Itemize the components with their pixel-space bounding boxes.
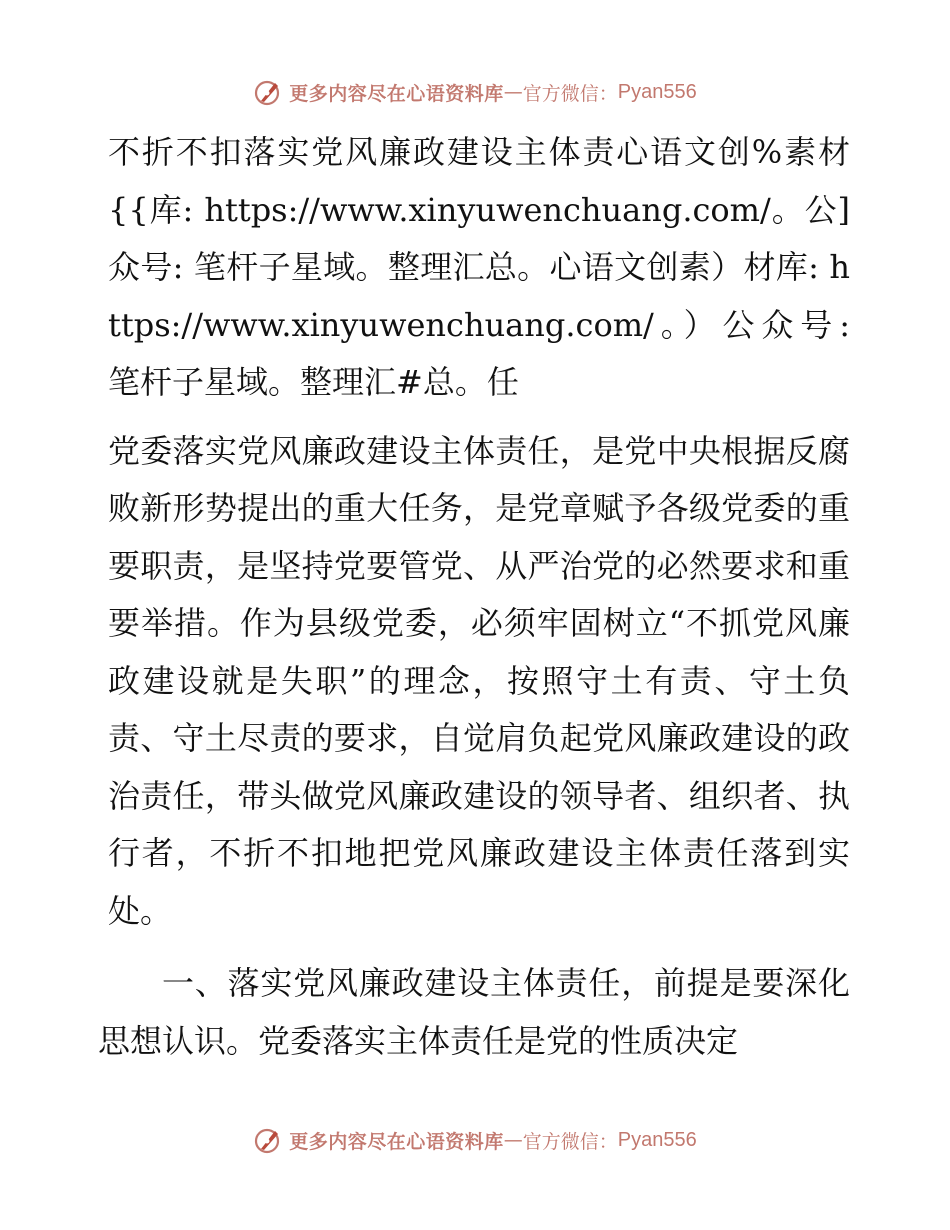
quill-logo-icon: [253, 1125, 283, 1155]
footer-banner: [0, 1120, 950, 1160]
banner-wechat-label: 官方微信：: [522, 1130, 618, 1153]
quill-logo-icon: [253, 77, 283, 107]
header-banner: [0, 72, 950, 112]
paragraph-title-watermark: 不折不扣落实党风廉政建设主体责心语文创%素材{{库: https://www.xinyuwenchuang.com/。公]众号: 笔杆子星域。整理汇总。心语文创素）材库: https://www.xinyuwenchuang.com/。）公众号: 笔杆子星域。整理汇#总。任: [108, 133, 850, 401]
paragraph-intro: 党委落实党风廉政建设主体责任，是党中央根据反腐败新形势提出的重大任务，是党章赋予各级党委的重要职责，是坚持党要管党、从严治党的必然要求和重要举措。作为县级党委，必须牢固树立“不抓党风廉政建设就是失职”的理念，按照守土有责、守土负责、守土尽责的要求，自觉肩负起党风廉政建设的政治责任，带头做党风廉政建设的领导者、组织者、执行者，不折不扣地把党风廉政建设主体责任落到实处。: [108, 431, 850, 930]
paragraph-section-one: 一、落实党风廉政建设主体责任，前提是要深化思想认识。党委落实主体责任是党的性质决定: [98, 964, 850, 1060]
banner-wechat-label: 官方微信：: [522, 82, 618, 105]
banner-site-text: 更多内容尽在心语资料库: [289, 1130, 504, 1153]
document-body: [98, 124, 850, 1070]
banner-separator: —: [503, 81, 523, 103]
banner-wechat-id: Pyan556: [617, 80, 697, 103]
banner-separator: —: [503, 1129, 523, 1151]
banner-site-text: 更多内容尽在心语资料库: [289, 82, 504, 105]
banner-wechat-id: Pyan556: [617, 1128, 697, 1151]
